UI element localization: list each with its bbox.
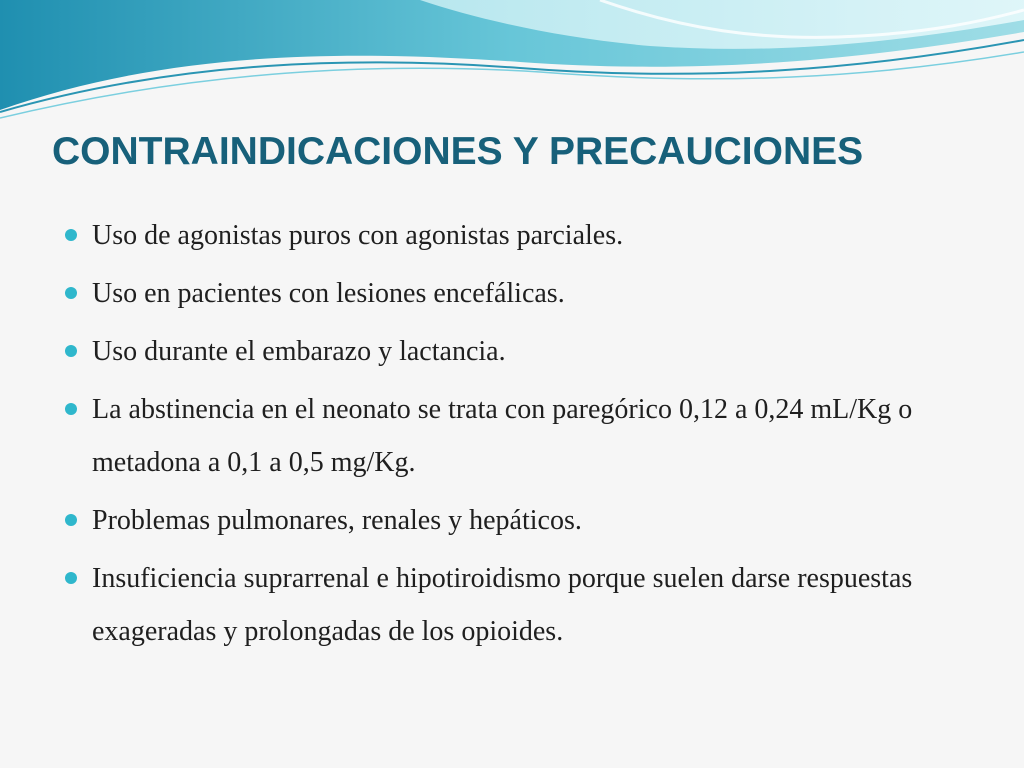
bullet-text: La abstinencia en el neonato se trata con paregórico 0,12 a 0,24 mL/Kg o metadona a 0,1 a 0,5 mg/Kg. xyxy=(92,394,913,478)
bullet-text: Uso de agonistas puros con agonistas parciales. xyxy=(92,220,624,251)
list-item xyxy=(64,267,964,320)
bullet-icon xyxy=(65,345,77,357)
bullet-icon xyxy=(65,403,77,415)
bullet-text: Problemas pulmonares, renales y hepáticos. xyxy=(92,505,582,536)
list-item xyxy=(64,209,964,262)
bullet-icon xyxy=(65,514,77,526)
list-item xyxy=(64,494,964,547)
bullet-icon xyxy=(65,287,77,299)
slide-title: CONTRAINDICACIONES Y PRECAUCIONES xyxy=(52,130,864,173)
bullet-text: Uso en pacientes con lesiones encefálicas. xyxy=(92,278,565,309)
bullet-icon xyxy=(65,572,77,584)
list-item xyxy=(64,552,964,658)
list-item xyxy=(64,383,964,489)
decorative-wave-header xyxy=(0,0,1024,140)
list-item xyxy=(64,325,964,378)
bullet-text: Uso durante el embarazo y lactancia. xyxy=(92,336,506,367)
bullet-icon xyxy=(65,229,77,241)
bullet-text: Insuficiencia suprarrenal e hipotiroidismo porque suelen darse respuestas exageradas y prolongadas de los opioides. xyxy=(92,563,913,647)
bullet-list xyxy=(64,209,964,663)
